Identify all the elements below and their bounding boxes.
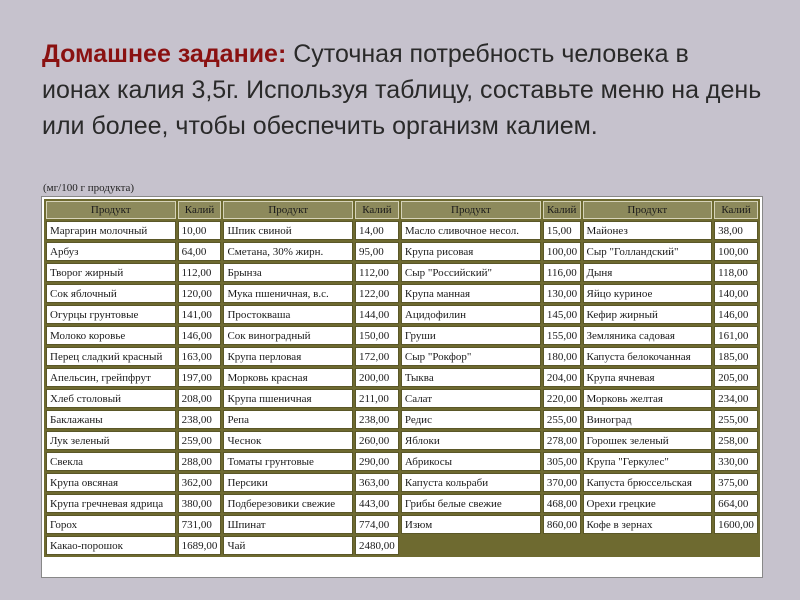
product-cell: Томаты грунтовые <box>223 452 353 471</box>
homework-text <box>42 36 762 144</box>
potassium-cell: 468,00 <box>543 494 581 513</box>
table-row <box>46 536 758 555</box>
column-header-product: Продукт <box>583 201 713 219</box>
potassium-cell: 116,00 <box>543 263 581 282</box>
product-cell: Какао-порошок <box>46 536 176 555</box>
potassium-cell: 155,00 <box>543 326 581 345</box>
product-cell: Лук зеленый <box>46 431 176 450</box>
units-note: (мг/100 г продукта) <box>43 182 135 194</box>
potassium-cell: 145,00 <box>543 305 581 324</box>
product-cell: Сок яблочный <box>46 284 176 303</box>
product-cell: Сыр "Российский" <box>401 263 541 282</box>
product-cell: Хлеб столовый <box>46 389 176 408</box>
potassium-cell: 144,00 <box>355 305 399 324</box>
empty-cell <box>543 536 581 555</box>
table-row <box>46 515 758 534</box>
empty-cell <box>714 536 758 555</box>
product-cell: Кофе в зернах <box>583 515 713 534</box>
potassium-cell: 180,00 <box>543 347 581 366</box>
potassium-cell: 14,00 <box>355 221 399 240</box>
product-cell: Мука пшеничная, в.с. <box>223 284 353 303</box>
table-body <box>46 221 758 555</box>
product-cell: Чеснок <box>223 431 353 450</box>
product-cell: Баклажаны <box>46 410 176 429</box>
product-cell: Крупа перловая <box>223 347 353 366</box>
potassium-cell: 208,00 <box>178 389 222 408</box>
product-cell: Крупа "Геркулес" <box>583 452 713 471</box>
potassium-cell: 220,00 <box>543 389 581 408</box>
product-cell: Творог жирный <box>46 263 176 282</box>
product-cell: Крупа овсяная <box>46 473 176 492</box>
table-row <box>46 410 758 429</box>
product-cell: Редис <box>401 410 541 429</box>
product-cell: Абрикосы <box>401 452 541 471</box>
product-cell: Брынза <box>223 263 353 282</box>
potassium-cell: 163,00 <box>178 347 222 366</box>
column-header-potassium: Калий <box>714 201 758 219</box>
potassium-cell: 278,00 <box>543 431 581 450</box>
product-cell: Сок виноградный <box>223 326 353 345</box>
product-cell: Грибы белые свежие <box>401 494 541 513</box>
product-cell: Груши <box>401 326 541 345</box>
potassium-cell: 1689,00 <box>178 536 222 555</box>
potassium-cell: 10,00 <box>178 221 222 240</box>
potassium-cell: 185,00 <box>714 347 758 366</box>
table-row <box>46 431 758 450</box>
potassium-cell: 731,00 <box>178 515 222 534</box>
potassium-cell: 122,00 <box>355 284 399 303</box>
potassium-cell: 380,00 <box>178 494 222 513</box>
potassium-cell: 146,00 <box>714 305 758 324</box>
homework-label: Домашнее задание: <box>42 40 287 68</box>
potassium-cell: 260,00 <box>355 431 399 450</box>
potassium-table <box>44 199 760 557</box>
table-row <box>46 347 758 366</box>
product-cell: Апельсин, грейпфрут <box>46 368 176 387</box>
potassium-cell: 1600,00 <box>714 515 758 534</box>
potassium-cell: 204,00 <box>543 368 581 387</box>
column-header-product: Продукт <box>401 201 541 219</box>
product-cell: Огурцы грунтовые <box>46 305 176 324</box>
potassium-cell: 146,00 <box>178 326 222 345</box>
product-cell: Виноград <box>583 410 713 429</box>
product-cell: Капуста белокочанная <box>583 347 713 366</box>
table-row <box>46 494 758 513</box>
product-cell: Простокваша <box>223 305 353 324</box>
product-cell: Крупа манная <box>401 284 541 303</box>
product-cell: Сыр "Голландский" <box>583 242 713 261</box>
potassium-cell: 64,00 <box>178 242 222 261</box>
potassium-cell: 370,00 <box>543 473 581 492</box>
product-cell: Изюм <box>401 515 541 534</box>
product-cell: Ацидофилин <box>401 305 541 324</box>
product-cell: Яйцо куриное <box>583 284 713 303</box>
homework-body: Суточная потребность человека в ионах калия 3,5г. Используя таблицу, составьте меню на день или более, чтобы обеспечить организм калием. <box>42 40 762 140</box>
product-cell: Маргарин молочный <box>46 221 176 240</box>
header-row <box>46 201 758 219</box>
product-cell: Кефир жирный <box>583 305 713 324</box>
potassium-cell: 161,00 <box>714 326 758 345</box>
product-cell: Капуста кольраби <box>401 473 541 492</box>
product-cell: Крупа гречневая ядрица <box>46 494 176 513</box>
product-cell: Крупа ячневая <box>583 368 713 387</box>
table-row <box>46 389 758 408</box>
potassium-cell: 205,00 <box>714 368 758 387</box>
potassium-cell: 172,00 <box>355 347 399 366</box>
potassium-cell: 120,00 <box>178 284 222 303</box>
empty-cell <box>583 536 713 555</box>
product-cell: Сметана, 30% жирн. <box>223 242 353 261</box>
product-cell: Масло сливочное несол. <box>401 221 541 240</box>
potassium-cell: 860,00 <box>543 515 581 534</box>
product-cell: Горох <box>46 515 176 534</box>
product-cell: Свекла <box>46 452 176 471</box>
potassium-cell: 238,00 <box>178 410 222 429</box>
product-cell: Молоко коровье <box>46 326 176 345</box>
product-cell: Майонез <box>583 221 713 240</box>
potassium-cell: 112,00 <box>178 263 222 282</box>
table-row <box>46 242 758 261</box>
potassium-cell: 443,00 <box>355 494 399 513</box>
potassium-cell: 305,00 <box>543 452 581 471</box>
product-cell: Шпик свиной <box>223 221 353 240</box>
product-cell: Чай <box>223 536 353 555</box>
potassium-cell: 2480,00 <box>355 536 399 555</box>
potassium-cell: 290,00 <box>355 452 399 471</box>
potassium-cell: 288,00 <box>178 452 222 471</box>
potassium-cell: 363,00 <box>355 473 399 492</box>
product-cell: Арбуз <box>46 242 176 261</box>
potassium-cell: 255,00 <box>543 410 581 429</box>
potassium-cell: 362,00 <box>178 473 222 492</box>
potassium-cell: 258,00 <box>714 431 758 450</box>
potassium-cell: 211,00 <box>355 389 399 408</box>
column-header-product: Продукт <box>223 201 353 219</box>
product-cell: Морковь желтая <box>583 389 713 408</box>
product-cell: Крупа пшеничная <box>223 389 353 408</box>
table-row <box>46 263 758 282</box>
potassium-cell: 664,00 <box>714 494 758 513</box>
potassium-cell: 38,00 <box>714 221 758 240</box>
potassium-cell: 200,00 <box>355 368 399 387</box>
table-row <box>46 221 758 240</box>
product-cell: Перец сладкий красный <box>46 347 176 366</box>
table-row <box>46 368 758 387</box>
table-row <box>46 452 758 471</box>
potassium-cell: 15,00 <box>543 221 581 240</box>
potassium-cell: 330,00 <box>714 452 758 471</box>
potassium-cell: 238,00 <box>355 410 399 429</box>
product-cell: Сыр "Рокфор" <box>401 347 541 366</box>
table-row <box>46 473 758 492</box>
potassium-cell: 774,00 <box>355 515 399 534</box>
table-row <box>46 284 758 303</box>
product-cell: Подберезовики свежие <box>223 494 353 513</box>
column-header-potassium: Калий <box>543 201 581 219</box>
potassium-cell: 150,00 <box>355 326 399 345</box>
potassium-cell: 100,00 <box>714 242 758 261</box>
product-cell: Крупа рисовая <box>401 242 541 261</box>
column-header-potassium: Калий <box>178 201 222 219</box>
potassium-cell: 255,00 <box>714 410 758 429</box>
product-cell: Орехи грецкие <box>583 494 713 513</box>
potassium-cell: 140,00 <box>714 284 758 303</box>
table-row <box>46 305 758 324</box>
product-cell: Шпинат <box>223 515 353 534</box>
product-cell: Капуста брюссельская <box>583 473 713 492</box>
potassium-cell: 118,00 <box>714 263 758 282</box>
product-cell: Персики <box>223 473 353 492</box>
potassium-cell: 95,00 <box>355 242 399 261</box>
potassium-cell: 100,00 <box>543 242 581 261</box>
column-header-product: Продукт <box>46 201 176 219</box>
potassium-cell: 141,00 <box>178 305 222 324</box>
product-cell: Морковь красная <box>223 368 353 387</box>
column-header-potassium: Калий <box>355 201 399 219</box>
product-cell: Горошек зеленый <box>583 431 713 450</box>
product-cell: Тыква <box>401 368 541 387</box>
potassium-cell: 197,00 <box>178 368 222 387</box>
empty-cell <box>401 536 541 555</box>
potassium-cell: 130,00 <box>543 284 581 303</box>
product-cell: Дыня <box>583 263 713 282</box>
potassium-cell: 234,00 <box>714 389 758 408</box>
potassium-cell: 375,00 <box>714 473 758 492</box>
potassium-cell: 259,00 <box>178 431 222 450</box>
product-cell: Репа <box>223 410 353 429</box>
table-container <box>41 196 763 578</box>
product-cell: Салат <box>401 389 541 408</box>
product-cell: Яблоки <box>401 431 541 450</box>
table-row <box>46 326 758 345</box>
product-cell: Земляника садовая <box>583 326 713 345</box>
potassium-cell: 112,00 <box>355 263 399 282</box>
